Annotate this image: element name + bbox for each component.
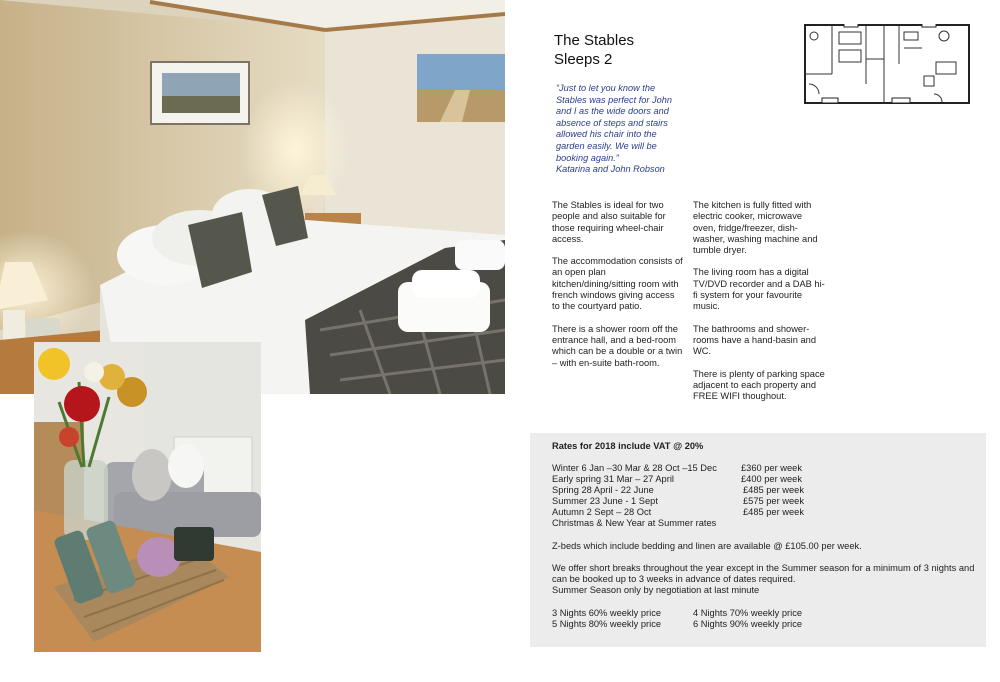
nights-rate: 6 Nights 90% weekly price <box>693 619 803 629</box>
testimonial-text: “Just to let you know the Stables was perfect for John and I as the wide doors and absence of steps and stairs allowed his chair into the garden easily. We will be booking again.” <box>556 83 672 163</box>
description-paragraph: There is plenty of parking space adjacent to each property and FREE WIFI thoughout. <box>693 368 825 402</box>
page-title <box>554 31 634 69</box>
description-paragraph: The living room has a digital TV/DVD recorder and a DAB hi-fi system for your favourite music. <box>693 267 825 312</box>
season-label: Early spring 31 Mar – 27 April <box>552 474 674 484</box>
property-name: The Stables <box>554 32 635 49</box>
nights-rate: 3 Nights 60% weekly price <box>552 608 662 618</box>
rates-heading: Rates for 2018 include VAT @ 20% <box>552 441 704 451</box>
season-label: Winter 6 Jan –30 Mar & 28 Oct –15 Dec <box>552 463 717 473</box>
description-paragraph: The bathrooms and shower-rooms have a hand-basin and WC. <box>693 323 817 357</box>
description-paragraph: The Stables is ideal for two people and also suitable for those requiring wheel-chair access. <box>552 200 666 244</box>
floor-plan <box>804 24 970 104</box>
season-price: £485 per week <box>743 507 804 517</box>
bedroom-photo <box>0 0 505 394</box>
season-label: Summer 23 June - 1 Sept <box>552 496 658 506</box>
description-right-column <box>693 200 825 413</box>
lounge-photo <box>34 342 261 652</box>
nights-rate: 5 Nights 80% weekly price <box>552 619 662 629</box>
season-label: Autumn 2 Sept – 28 Oct <box>552 507 652 517</box>
zbeds-note: Z-beds which include bedding and linen are available @ £105.00 per week. <box>552 541 862 551</box>
testimonial-author: Katarina and John Robson <box>556 164 665 175</box>
description-left-column <box>552 200 684 380</box>
short-breaks-line: Summer Season only by negotiation at last minute <box>552 585 760 595</box>
season-label: Spring 28 April - 22 June <box>552 485 654 495</box>
short-breaks-line: can be booked up to 3 weeks in advance of dates required. <box>552 574 796 584</box>
season-price: £400 per week <box>741 474 802 484</box>
season-price: £360 per week <box>741 463 802 473</box>
nights-rate: 4 Nights 70% weekly price <box>693 608 803 618</box>
season-price: £575 per week <box>743 496 804 506</box>
rates-panel <box>530 433 986 647</box>
guest-testimonial <box>556 83 681 176</box>
season-price: £485 per week <box>743 485 804 495</box>
description-paragraph: The kitchen is fully fitted with electric cooker, microwave oven, fridge/freezer, dish-washer, washing machine and tumble dryer. <box>693 200 818 256</box>
short-breaks-line: We offer short breaks throughout the year except in the Summer season for a minimum of 3 nights and <box>552 563 975 573</box>
sleeps-label: Sleeps 2 <box>554 51 613 68</box>
description-paragraph: The accommodation consists of an open plan kitchen/dining/sitting room with french windows giving access to the courtyard patio. <box>552 256 683 312</box>
description-paragraph: There is a shower room off the entrance hall, and a bed-room which can be a double or a twin – with en-suite bath-room. <box>552 323 683 368</box>
christmas-note: Christmas & New Year at Summer rates <box>552 518 717 528</box>
